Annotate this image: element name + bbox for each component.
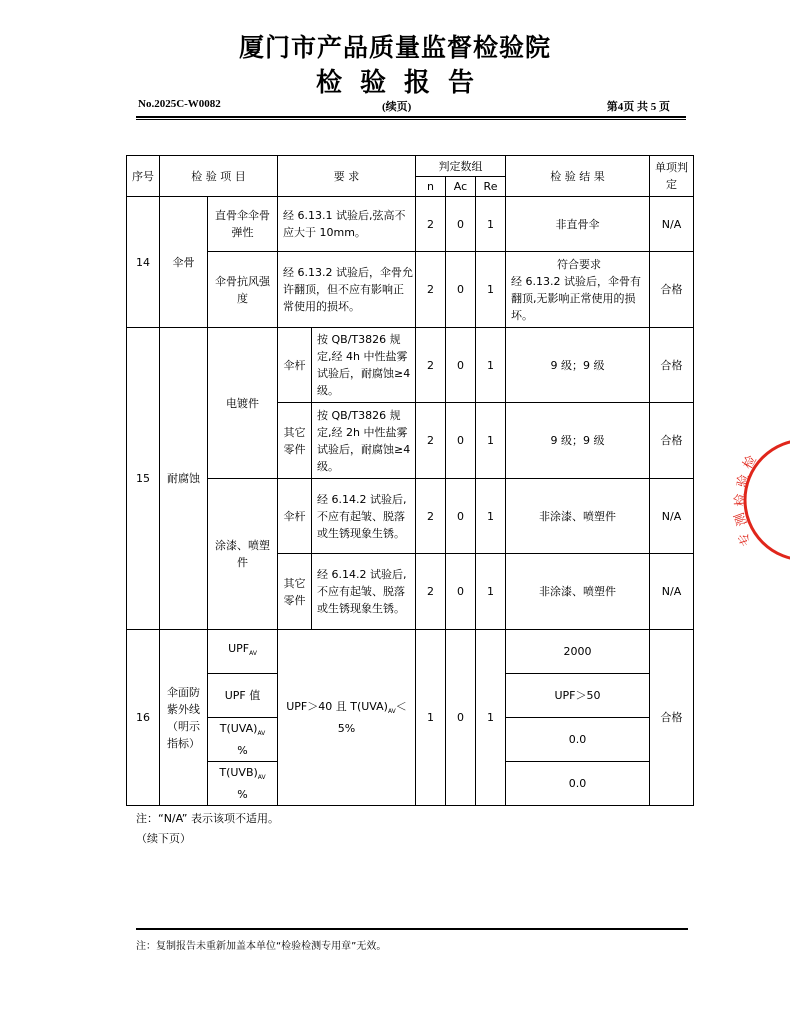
percent-sign: % [237, 788, 248, 802]
requirement-cell: 按 QB/T3826 规定,经 4h 中性盐雾试验后，耐腐蚀≥4 级。 [312, 328, 416, 403]
table-row [127, 252, 694, 328]
ac-cell: 0 [446, 328, 476, 403]
ac-cell: 0 [446, 197, 476, 252]
seal-stamp-graphic [730, 430, 790, 570]
n-cell: 2 [416, 328, 446, 403]
col-re-header: Re [476, 177, 506, 197]
re-cell: 1 [476, 554, 506, 630]
requirement-cell: 按 QB/T3826 规定,经 2h 中性盐雾试验后，耐腐蚀≥4 级。 [312, 403, 416, 479]
subitem-tuvb-label: T(UVB) [219, 765, 258, 779]
header-rule-thin [136, 119, 686, 120]
report-number: No.2025C-W0082 [138, 98, 221, 110]
subscript-av: AV [257, 730, 266, 738]
result-line-2: 经 6.13.2 试验后，伞骨有翻顶,无影响正常使用的损坏。 [511, 274, 641, 322]
col-result-header: 检 验 结 果 [506, 156, 650, 197]
requirement-part-1: UPF＞40 且 T(UVA) [286, 699, 388, 713]
subscript-av: AV [387, 708, 396, 716]
judge-cell: N/A [650, 197, 694, 252]
table-row [127, 630, 694, 674]
re-cell: 1 [476, 328, 506, 403]
ac-cell: 0 [446, 630, 476, 806]
part-rod: 伞杆 [278, 328, 312, 403]
judge-cell: N/A [650, 554, 694, 630]
col-judge-header: 判定数组 [416, 156, 506, 177]
result-cell: UPF＞50 [506, 674, 650, 718]
col-ac-header: Ac [446, 177, 476, 197]
col-seq-header: 序号 [127, 156, 160, 197]
n-cell: 2 [416, 197, 446, 252]
subitem-upf-value: UPF 值 [208, 674, 278, 718]
continued-next-note: （续下页） [136, 832, 191, 845]
footer-rule [136, 928, 688, 930]
re-cell: 1 [476, 197, 506, 252]
re-cell: 1 [476, 252, 506, 328]
result-cell: 9 级；9 级 [506, 403, 650, 479]
ac-cell: 0 [446, 479, 476, 554]
table-row [127, 197, 694, 252]
requirement-cell: 经 6.13.2 试验后，伞骨允许翻顶，但不应有影响正常使用的损坏。 [278, 252, 416, 328]
re-cell: 1 [476, 630, 506, 806]
re-cell: 1 [476, 403, 506, 479]
footer-note: 注：复制报告未重新加盖本单位“检验检测专用章”无效。 [136, 941, 387, 952]
subitem-cell: 直骨伞伞骨弹性 [208, 197, 278, 252]
seal-char: 测 [732, 510, 751, 528]
na-note: 注：“N/A” 表示该项不适用。 [136, 812, 279, 825]
judge-cell: N/A [650, 479, 694, 554]
subitem-upf-av [208, 630, 278, 674]
judge-cell: 合格 [650, 403, 694, 479]
result-cell: 非涂漆、喷塑件 [506, 479, 650, 554]
seq-cell: 16 [127, 630, 160, 806]
subitem-upf-label: UPF [228, 642, 250, 656]
result-cell: 0.0 [506, 762, 650, 806]
judge-cell: 合格 [650, 630, 694, 806]
ac-cell: 0 [446, 554, 476, 630]
seal-char: 检 [732, 492, 749, 507]
subscript-av: AV [257, 774, 266, 782]
judge-cell: 合格 [650, 252, 694, 328]
subitem-coated: 涂漆、喷塑件 [208, 479, 278, 630]
seal-char: 检 [740, 453, 760, 472]
subitem-tuva-label: T(UVA) [219, 721, 258, 735]
part-other: 其它零件 [278, 554, 312, 630]
header-row [127, 156, 694, 177]
n-cell: 2 [416, 252, 446, 328]
result-cell: 非直骨伞 [506, 197, 650, 252]
subitem-tuvb [208, 762, 278, 806]
col-n-header: n [416, 177, 446, 197]
part-rod: 伞杆 [278, 479, 312, 554]
seal-stamp [730, 430, 790, 570]
continued-label: (续页) [382, 101, 412, 113]
result-cell: 非涂漆、喷塑件 [506, 554, 650, 630]
seal-char: 验 [735, 473, 753, 489]
requirement-cell: 经 6.14.2 试验后,不应有起皱、脱落或生锈现象生锈。 [312, 479, 416, 554]
re-cell: 1 [476, 479, 506, 554]
result-cell [506, 252, 650, 328]
col-req-header: 要 求 [278, 156, 416, 197]
part-other: 其它零件 [278, 403, 312, 479]
result-cell: 9 级；9 级 [506, 328, 650, 403]
subitem-cell: 伞骨抗风强度 [208, 252, 278, 328]
seq-cell: 14 [127, 197, 160, 328]
table-row [127, 479, 694, 554]
item-cell: 伞骨 [160, 197, 208, 328]
requirement-cell: 经 6.14.2 试验后,不应有起皱、脱落或生锈现象生锈。 [312, 554, 416, 630]
header-rule [136, 116, 686, 118]
subitem-plated: 电镀件 [208, 328, 278, 479]
report-title: 检验报告 [315, 68, 492, 98]
percent-sign: % [237, 744, 248, 758]
item-cell: 耐腐蚀 [160, 328, 208, 630]
n-cell: 2 [416, 403, 446, 479]
table-row [127, 328, 694, 403]
requirement-cell: 经 6.13.1 试验后,弦高不应大于 10mm。 [278, 197, 416, 252]
result-line-1: 符合要求 [557, 257, 602, 271]
col-item-header: 检 验 项 目 [160, 156, 278, 197]
page-info: 第4页 共 5 页 [606, 101, 670, 113]
n-cell: 2 [416, 554, 446, 630]
ac-cell: 0 [446, 403, 476, 479]
seq-cell: 15 [127, 328, 160, 630]
institution-title: 厦门市产品质量监督检验院 [238, 33, 551, 62]
ac-cell: 0 [446, 252, 476, 328]
judge-cell: 合格 [650, 328, 694, 403]
result-cell: 0.0 [506, 718, 650, 762]
subitem-tuva [208, 718, 278, 762]
item-cell: 伞面防紫外线（明示指标） [160, 630, 208, 806]
requirement-cell [278, 630, 416, 806]
n-cell: 1 [416, 630, 446, 806]
seal-char: 专 [735, 529, 756, 549]
result-cell: 2000 [506, 630, 650, 674]
n-cell: 2 [416, 479, 446, 554]
inspection-table [126, 155, 694, 806]
requirement-part-2: ＜5% [337, 699, 407, 736]
col-single-header: 单项判定 [650, 156, 694, 197]
subscript-av: AV [249, 650, 257, 658]
